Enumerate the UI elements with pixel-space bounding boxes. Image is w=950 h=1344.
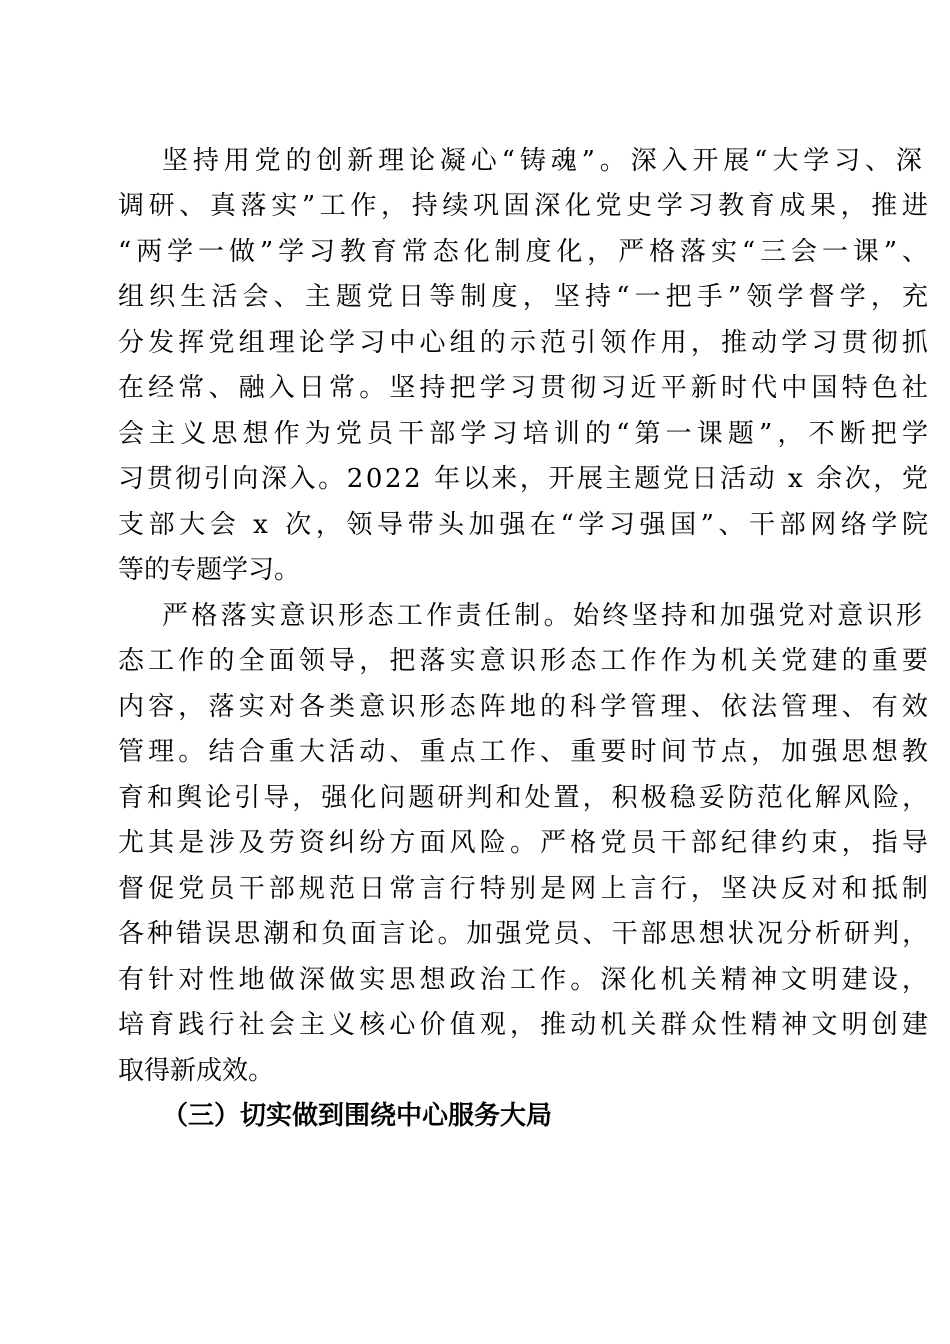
paragraph-line: 管理。结合重大活动、重点工作、重要时间节点，加强思想教 bbox=[118, 737, 933, 767]
paragraph-line: 调研、真落实”工作，持续巩固深化党史学习教育成果，推进 bbox=[118, 191, 933, 221]
paragraph-line: 督促党员干部规范日常言行特别是网上言行，坚决反对和抵制 bbox=[118, 874, 933, 904]
paragraph-line: 在经常、融入日常。坚持把学习贯彻习近平新时代中国特色社 bbox=[118, 373, 933, 403]
section-heading: （三）切实做到围绕中心服务大局 bbox=[162, 1101, 553, 1131]
paragraph-line: 会主义思想作为党员干部学习培训的“第一课题”，不断把学 bbox=[118, 419, 934, 449]
paragraph-line: 内容，落实对各类意识形态阵地的科学管理、依法管理、有效 bbox=[118, 692, 933, 722]
paragraph-line: 有针对性地做深做实思想政治工作。深化机关精神文明建设， bbox=[118, 965, 933, 995]
paragraph-line: 培育践行社会主义核心价值观，推动机关群众性精神文明创建 bbox=[118, 1010, 933, 1040]
paragraph-line: 各种错误思潮和负面言论。加强党员、干部思想状况分析研判， bbox=[118, 919, 932, 949]
paragraph-line: 等的专题学习。 bbox=[118, 555, 301, 585]
paragraph-line: 育和舆论引导，强化问题研判和处置，积极稳妥防范化解风险， bbox=[118, 783, 932, 813]
paragraph-line: 习贯彻引向深入。2022 年以来，开展主题党日活动 x 余次，党 bbox=[118, 464, 931, 494]
paragraph-line: 态工作的全面领导，把落实意识形态工作作为机关党建的重要 bbox=[118, 646, 933, 676]
paragraph-line: “两学一做”学习教育常态化制度化，严格落实“三会一课”、 bbox=[118, 237, 933, 267]
paragraph-line: 尤其是涉及劳资纠纷方面风险。严格党员干部纪律约束，指导 bbox=[118, 828, 933, 858]
paragraph-line: 坚持用党的创新理论凝心“铸魂”。深入开展“大学习、深 bbox=[162, 146, 927, 176]
paragraph-line: 分发挥党组理论学习中心组的示范引领作用，推动学习贯彻抓 bbox=[118, 328, 933, 358]
paragraph-line: 严格落实意识形态工作责任制。始终坚持和加强党对意识形 bbox=[162, 601, 926, 631]
paragraph-line: 组织生活会、主题党日等制度，坚持“一把手”领学督学，充 bbox=[118, 282, 934, 312]
paragraph-line: 取得新成效。 bbox=[118, 1056, 275, 1086]
paragraph-line: 支部大会 x 次，领导带头加强在“学习强国”、干部网络学院 bbox=[118, 510, 933, 540]
